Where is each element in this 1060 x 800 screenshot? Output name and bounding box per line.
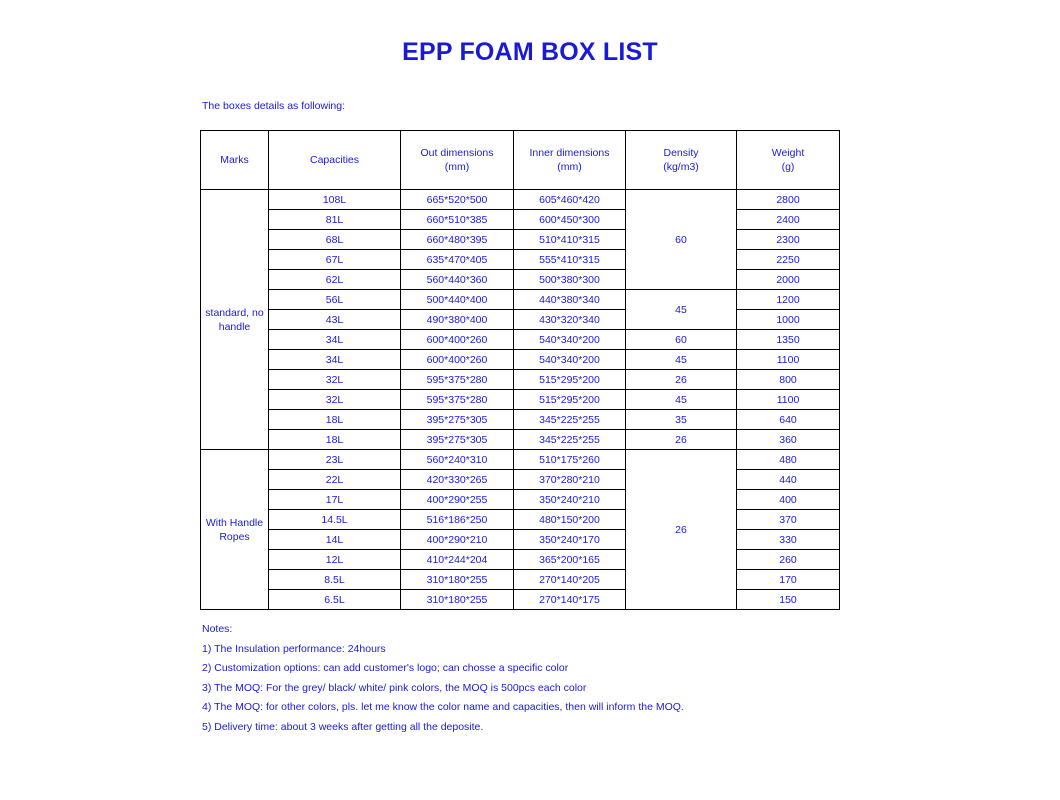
- capacity-cell: 32L: [269, 370, 401, 390]
- inner-dimensions-cell: 345*225*255: [514, 410, 626, 430]
- table-row: [201, 530, 840, 550]
- note-item: 4) The MOQ: for other colors, pls. let me know the color name and capacities, then will inform the MOQ.: [202, 701, 684, 713]
- table-row: [201, 310, 840, 330]
- capacity-cell: 17L: [269, 490, 401, 510]
- header-inner-dimensions: Inner dimensions (mm): [514, 131, 626, 190]
- table-row: [201, 490, 840, 510]
- inner-dimensions-cell: 510*175*260: [514, 450, 626, 470]
- table-row: [201, 450, 840, 470]
- table-row: [201, 570, 840, 590]
- density-cell: 45: [626, 290, 737, 330]
- table-row: [201, 510, 840, 530]
- header-marks: Marks: [201, 131, 269, 190]
- density-cell: 45: [626, 390, 737, 410]
- header-capacities: Capacities: [269, 131, 401, 190]
- out-dimensions-cell: 665*520*500: [401, 190, 514, 210]
- capacity-cell: 23L: [269, 450, 401, 470]
- table-row: [201, 330, 840, 350]
- group-with-handle-ropes: With Handle Ropes: [201, 450, 269, 610]
- inner-dimensions-cell: 270*140*205: [514, 570, 626, 590]
- out-dimensions-cell: 310*180*255: [401, 590, 514, 610]
- table-row: [201, 470, 840, 490]
- out-dimensions-cell: 500*440*400: [401, 290, 514, 310]
- density-cell: 35: [626, 410, 737, 430]
- weight-cell: 370: [737, 510, 840, 530]
- weight-cell: 150: [737, 590, 840, 610]
- capacity-cell: 32L: [269, 390, 401, 410]
- density-cell: 26: [626, 430, 737, 450]
- weight-cell: 400: [737, 490, 840, 510]
- out-dimensions-cell: 395*275*305: [401, 410, 514, 430]
- out-dimensions-cell: 410*244*204: [401, 550, 514, 570]
- inner-dimensions-cell: 440*380*340: [514, 290, 626, 310]
- capacity-cell: 8.5L: [269, 570, 401, 590]
- out-dimensions-cell: 595*375*280: [401, 370, 514, 390]
- out-dimensions-cell: 516*186*250: [401, 510, 514, 530]
- table-row: [201, 430, 840, 450]
- weight-cell: 2800: [737, 190, 840, 210]
- inner-dimensions-cell: 605*460*420: [514, 190, 626, 210]
- table-row: [201, 210, 840, 230]
- weight-cell: 1100: [737, 350, 840, 370]
- inner-dimensions-cell: 515*295*200: [514, 390, 626, 410]
- capacity-cell: 12L: [269, 550, 401, 570]
- out-dimensions-cell: 635*470*405: [401, 250, 514, 270]
- inner-dimensions-cell: 430*320*340: [514, 310, 626, 330]
- table-row: [201, 370, 840, 390]
- capacity-cell: 34L: [269, 350, 401, 370]
- weight-cell: 1350: [737, 330, 840, 350]
- table-row: [201, 250, 840, 270]
- capacity-cell: 56L: [269, 290, 401, 310]
- weight-cell: 260: [737, 550, 840, 570]
- capacity-cell: 14.5L: [269, 510, 401, 530]
- out-dimensions-cell: 600*400*260: [401, 350, 514, 370]
- inner-dimensions-cell: 510*410*315: [514, 230, 626, 250]
- out-dimensions-cell: 490*380*400: [401, 310, 514, 330]
- inner-dimensions-cell: 540*340*200: [514, 350, 626, 370]
- table-row: [201, 590, 840, 610]
- table-row: [201, 410, 840, 430]
- weight-cell: 360: [737, 430, 840, 450]
- out-dimensions-cell: 420*330*265: [401, 470, 514, 490]
- weight-cell: 1000: [737, 310, 840, 330]
- note-item: 1) The Insulation performance: 24hours: [202, 642, 386, 655]
- inner-dimensions-cell: 350*240*210: [514, 490, 626, 510]
- inner-dimensions-cell: 365*200*165: [514, 550, 626, 570]
- header-weight: Weight (g): [737, 131, 840, 190]
- inner-dimensions-cell: 270*140*175: [514, 590, 626, 610]
- weight-cell: 170: [737, 570, 840, 590]
- weight-cell: 1200: [737, 290, 840, 310]
- inner-dimensions-cell: 540*340*200: [514, 330, 626, 350]
- capacity-cell: 62L: [269, 270, 401, 290]
- note-item: 2) Customization options: can add customer's logo; can chosse a specific color: [202, 662, 569, 674]
- capacity-cell: 108L: [269, 190, 401, 210]
- weight-cell: 1100: [737, 390, 840, 410]
- table-row: [201, 350, 840, 370]
- weight-cell: 800: [737, 370, 840, 390]
- out-dimensions-cell: 400*290*255: [401, 490, 514, 510]
- density-cell: 45: [626, 350, 737, 370]
- weight-cell: 2250: [737, 250, 840, 270]
- note-item: 5) Delivery time: about 3 weeks after getting all the deposite.: [202, 720, 484, 733]
- capacity-cell: 43L: [269, 310, 401, 330]
- page-title: EPP FOAM BOX LIST: [402, 38, 658, 66]
- out-dimensions-cell: 600*400*260: [401, 330, 514, 350]
- group-standard-no-handle: standard, no handle: [201, 190, 269, 450]
- weight-cell: 640: [737, 410, 840, 430]
- header-row: [201, 131, 840, 190]
- table-row: [201, 190, 840, 210]
- out-dimensions-cell: 310*180*255: [401, 570, 514, 590]
- capacity-cell: 18L: [269, 430, 401, 450]
- inner-dimensions-cell: 500*380*300: [514, 270, 626, 290]
- notes-section: [202, 620, 684, 737]
- table-row: [201, 390, 840, 410]
- density-cell: 60: [626, 190, 737, 290]
- table-row: [201, 270, 840, 290]
- inner-dimensions-cell: 350*240*170: [514, 530, 626, 550]
- capacity-cell: 81L: [269, 210, 401, 230]
- capacity-cell: 68L: [269, 230, 401, 250]
- capacity-cell: 22L: [269, 470, 401, 490]
- weight-cell: 2400: [737, 210, 840, 230]
- weight-cell: 330: [737, 530, 840, 550]
- out-dimensions-cell: 395*275*305: [401, 430, 514, 450]
- out-dimensions-cell: 660*510*385: [401, 210, 514, 230]
- capacity-cell: 67L: [269, 250, 401, 270]
- weight-cell: 440: [737, 470, 840, 490]
- density-cell: 26: [626, 370, 737, 390]
- weight-cell: 2000: [737, 270, 840, 290]
- weight-cell: 2300: [737, 230, 840, 250]
- inner-dimensions-cell: 515*295*200: [514, 370, 626, 390]
- out-dimensions-cell: 560*440*360: [401, 270, 514, 290]
- intro-text: The boxes details as following:: [202, 100, 345, 112]
- capacity-cell: 6.5L: [269, 590, 401, 610]
- table-row: [201, 550, 840, 570]
- out-dimensions-cell: 400*290*210: [401, 530, 514, 550]
- capacity-cell: 14L: [269, 530, 401, 550]
- out-dimensions-cell: 660*480*395: [401, 230, 514, 250]
- header-out-dimensions: Out dimensions (mm): [401, 131, 514, 190]
- table-row: [201, 290, 840, 310]
- foam-box-table: [200, 130, 840, 610]
- density-cell: 60: [626, 330, 737, 350]
- note-item: 3) The MOQ: For the grey/ black/ white/ pink colors, the MOQ is 500pcs each color: [202, 681, 587, 694]
- inner-dimensions-cell: 345*225*255: [514, 430, 626, 450]
- out-dimensions-cell: 595*375*280: [401, 390, 514, 410]
- capacity-cell: 18L: [269, 410, 401, 430]
- table-row: [201, 230, 840, 250]
- weight-cell: 480: [737, 450, 840, 470]
- inner-dimensions-cell: 480*150*200: [514, 510, 626, 530]
- capacity-cell: 34L: [269, 330, 401, 350]
- inner-dimensions-cell: 370*280*210: [514, 470, 626, 490]
- density-cell: 26: [626, 450, 737, 610]
- out-dimensions-cell: 560*240*310: [401, 450, 514, 470]
- header-density: Density (kg/m3): [626, 131, 737, 190]
- notes-heading: Notes:: [202, 623, 233, 635]
- inner-dimensions-cell: 600*450*300: [514, 210, 626, 230]
- inner-dimensions-cell: 555*410*315: [514, 250, 626, 270]
